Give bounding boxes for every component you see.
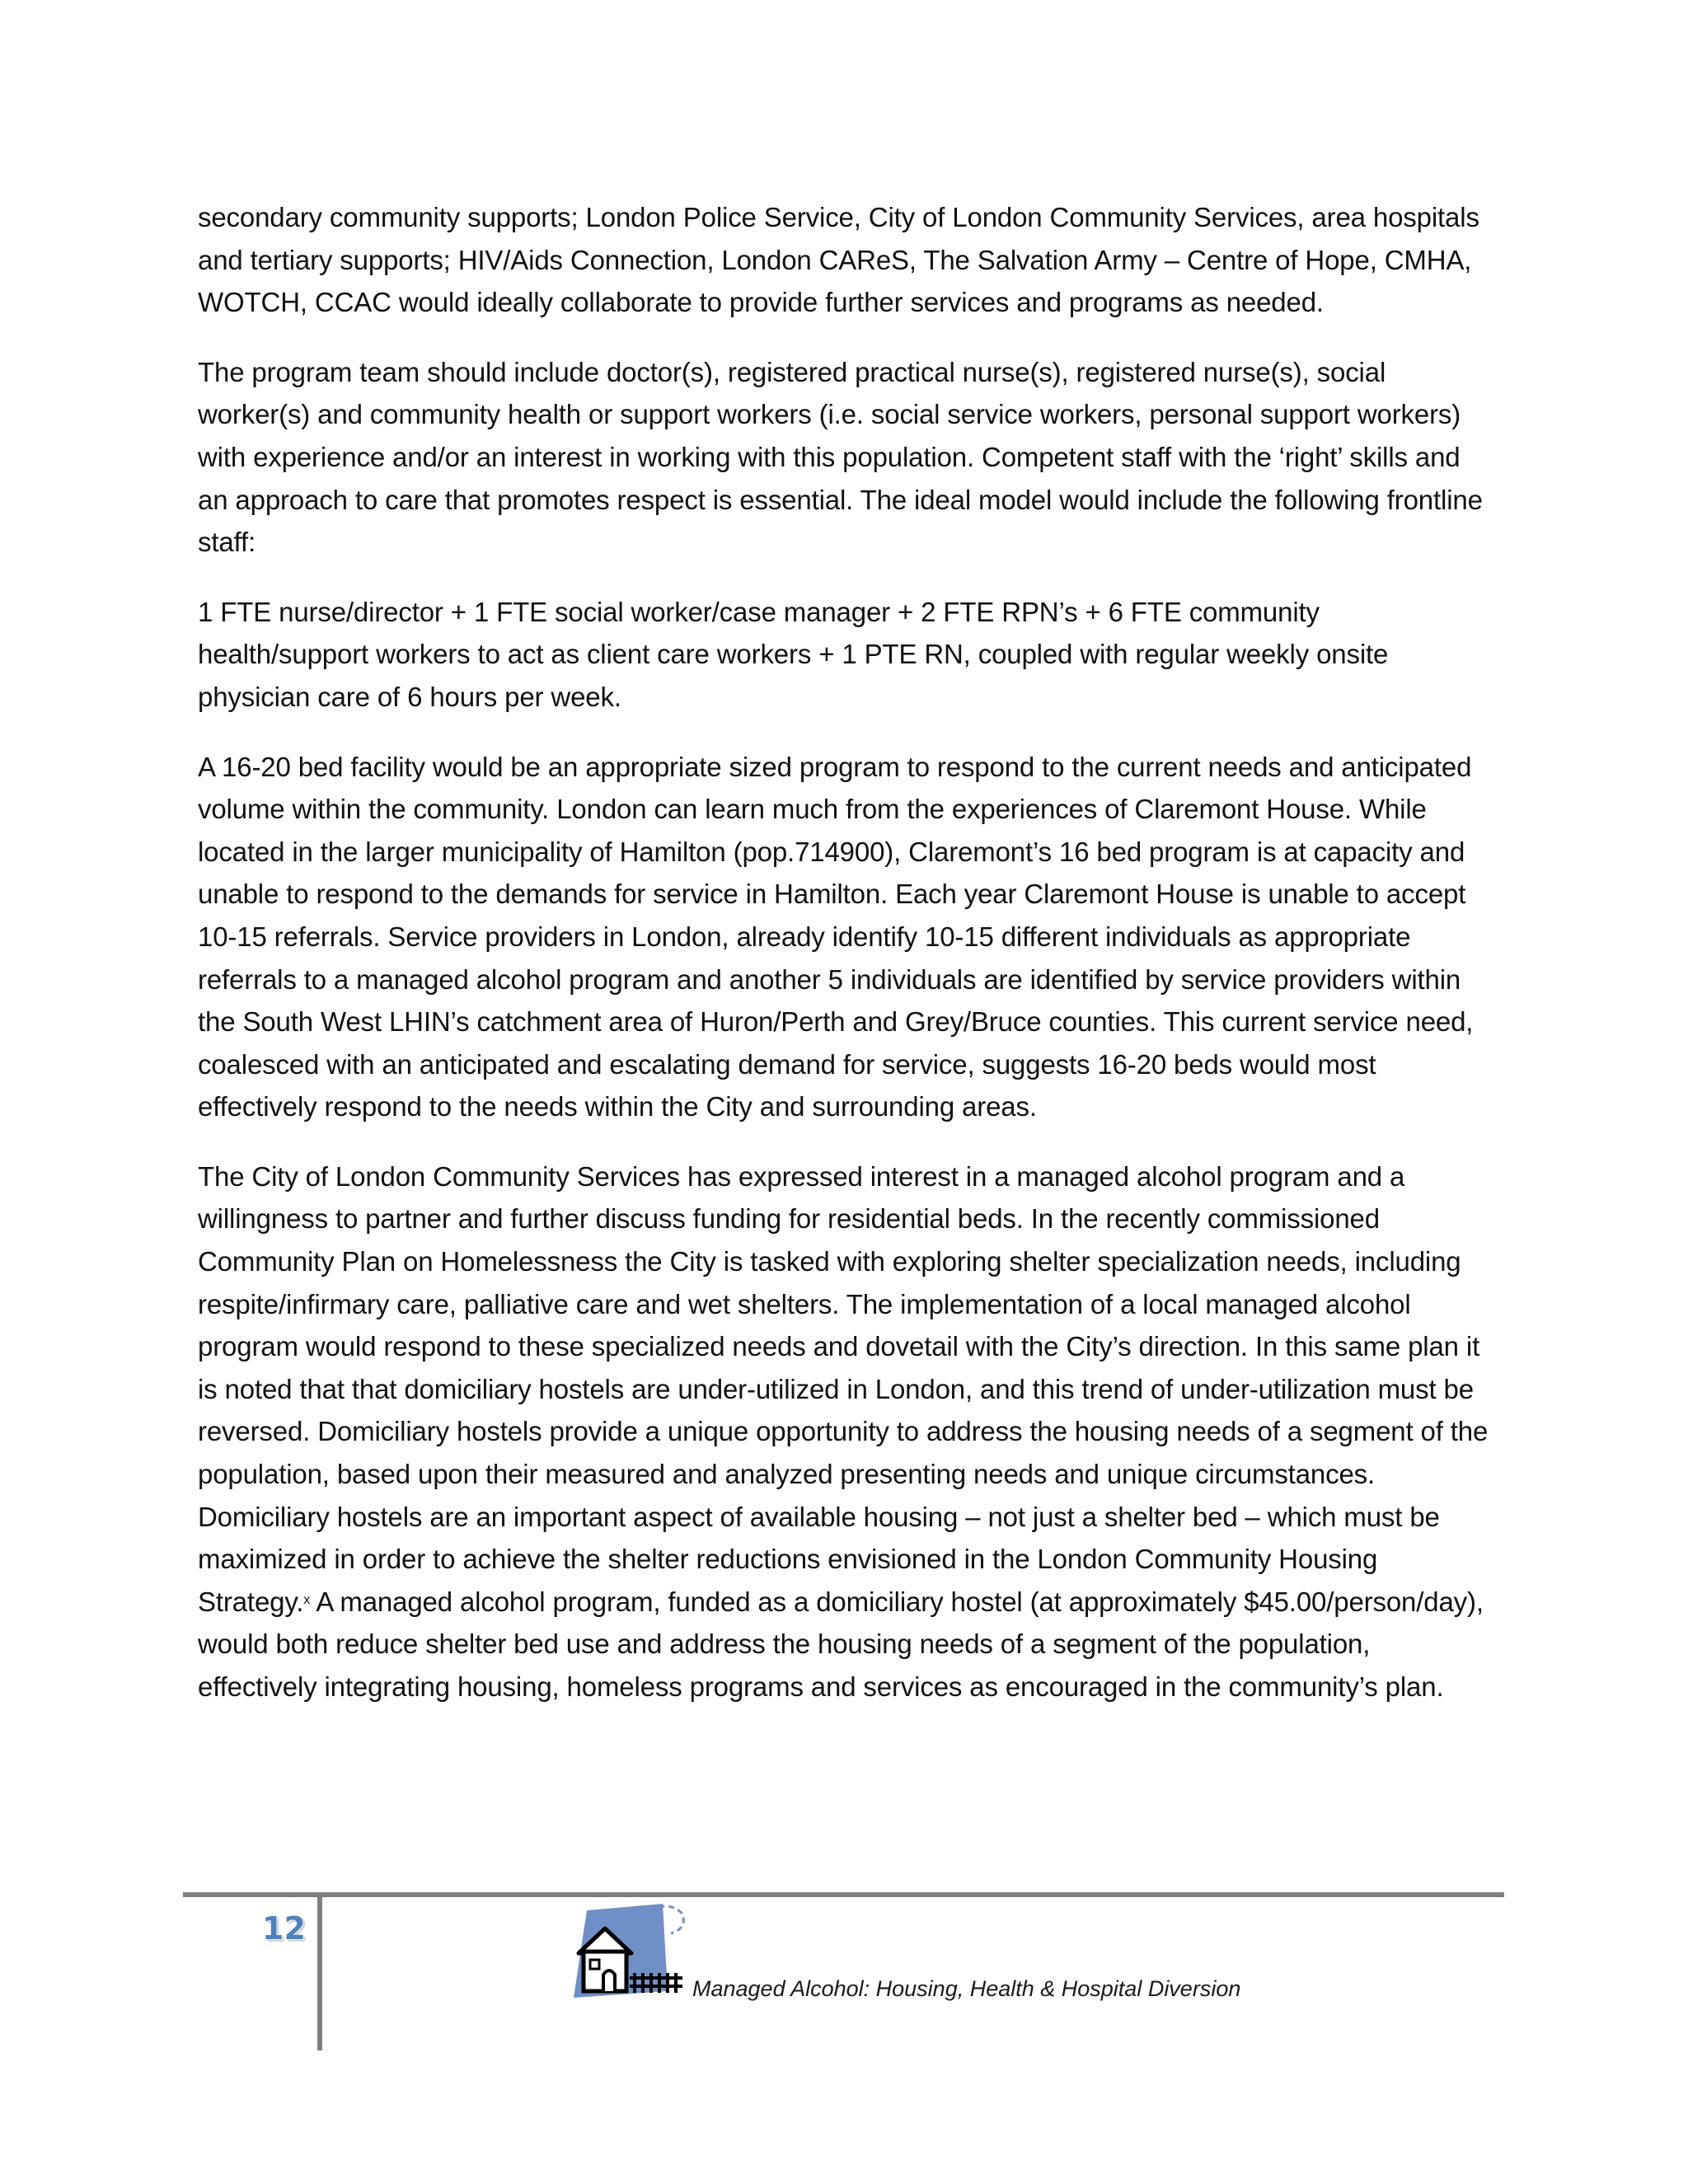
paragraph-4: A 16-20 bed facility would be an appropriate sized program to respond to the current needs and anticipated volume within the community. London can learn much from the experiences of Claremont House. While located in the larger municipality of Hamilton (pop.714900), Claremont’s 16 bed program is at capacity and unable to respond to the demands for service in Hamilton. Each year Claremont House is unable to accept 10-15 referrals. Service providers in London, already identify 10-15 different individuals as appropriate referrals to a managed alcohol program and another 5 individuals are identified by service providers within the South West LHIN’s catchment area of Huron/Perth and Grey/Bruce counties. This current service need, coalesced with an anticipated and escalating demand for service, suggests 16-20 beds would most effectively respond to the needs within the City and surrounding areas. — [198, 751, 1474, 1122]
body-text — [198, 196, 1492, 1736]
paragraph-5 — [198, 1155, 1492, 1708]
footer-divider — [317, 1897, 322, 2050]
page-number: 12 — [262, 1910, 306, 1947]
footer-title: Managed Alcohol: Housing, Health & Hospital Diversion — [692, 1976, 1241, 2001]
footer-rule — [183, 1892, 1504, 1897]
paragraph-2: The program team should include doctor(s), registered practical nurse(s), registered nurse(s), social worker(s) and community health or support workers (i.e. social service workers, personal support workers) with experience and/or an interest in working with this population. Competent staff with the ‘right’ skills and an approach to care that promotes respect is essential. The ideal model would include the following frontline staff: — [198, 356, 1483, 558]
paragraph-3: 1 FTE nurse/director + 1 FTE social worker/case manager + 2 FTE RPN’s + 6 FTE community health/support workers to act as client care workers + 1 PTE RN, coupled with regular weekly onsite physician care of 6 hours per week. — [198, 596, 1389, 712]
house-fence-icon — [570, 1896, 687, 2004]
paragraph-5-text-b: A managed alcohol program, funded as a domiciliary hostel (at approximately $45.00/person/day), would both reduce shelter bed use and address the housing needs of a segment of the population, effectively integrating housing, homeless programs and services as encouraged in the community’s plan. — [198, 1586, 1484, 1702]
endnote-marker: x — [303, 1592, 311, 1607]
paragraph-5-text-a: The City of London Community Services has expressed interest in a managed alcohol program and a willingness to partner and further discuss funding for residential beds. In the recently commissioned Community Plan on Homelessness the City is tasked with exploring shelter specialization needs, including respite/infirmary care, palliative care and wet shelters. The implementation of a local managed alcohol program would respond to these specialized needs and dovetail with the City’s direction. In this same plan it is noted that that domiciliary hostels are under-utilized in London, and this trend of under-utilization must be reversed. Domiciliary hostels provide a unique opportunity to address the housing needs of a segment of the population, based upon their measured and analyzed presenting needs and unique circumstances. Domiciliary hostels are an important aspect of available housing – not just a shelter bed – which must be maximized in order to achieve the shelter reductions envisioned in the London Community Housing Strategy. — [198, 1160, 1489, 1617]
paragraph-1: secondary community supports; London Police Service, City of London Community Services, area hospitals and tertiary supports; HIV/Aids Connection, London CAReS, The Salvation Army – Centre of Hope, CMHA, WOTCH, CCAC would ideally collaborate to provide further services and programs as needed. — [198, 202, 1479, 318]
